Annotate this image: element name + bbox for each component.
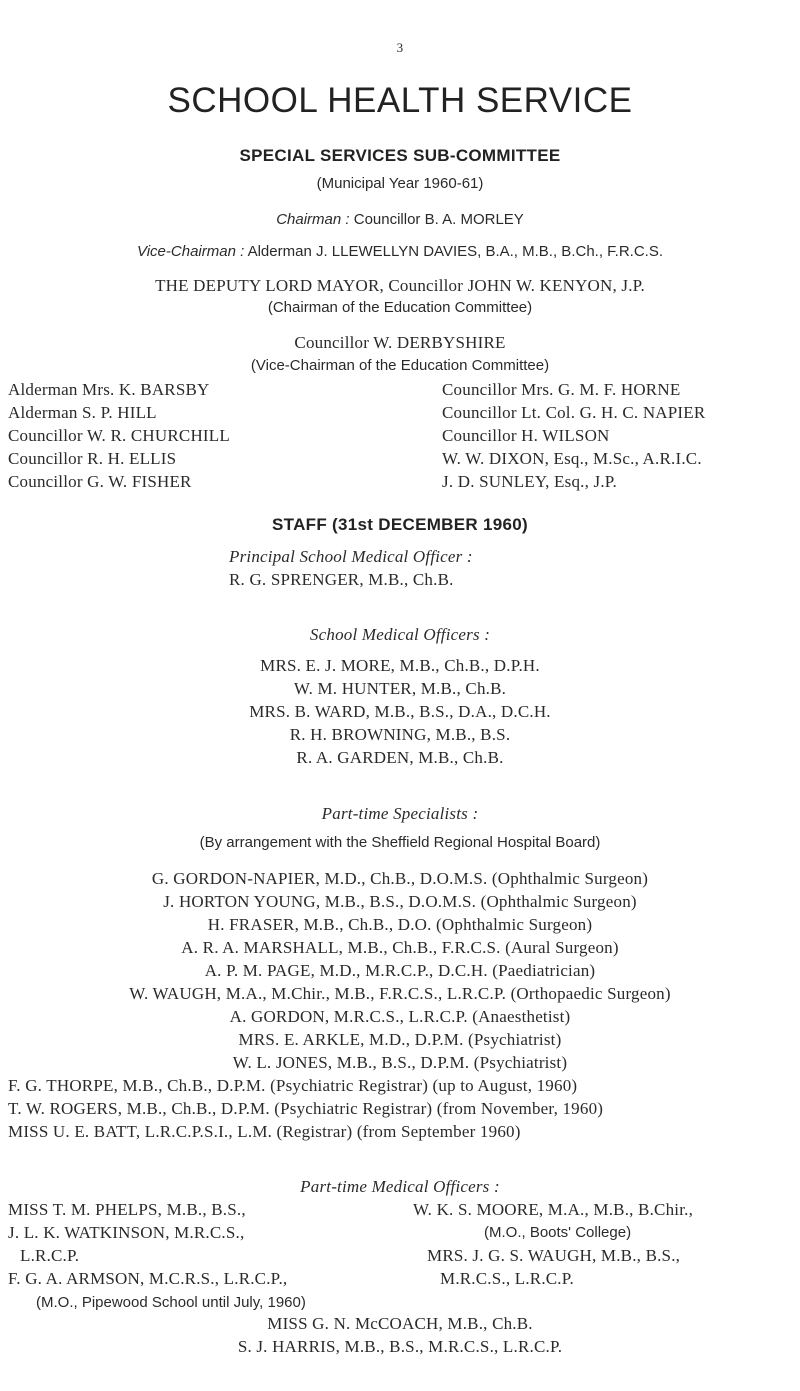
smo-item: R. H. BROWNING, M.B., B.S. — [289, 725, 511, 744]
smo-item: MRS. B. WARD, M.B., B.S., D.A., D.C.H. — [249, 702, 551, 721]
page-number: 3 — [396, 40, 404, 55]
member: W. W. DIXON, Esq., M.Sc., A.R.I.C. — [442, 449, 702, 468]
member: Councillor Lt. Col. G. H. C. NAPIER — [442, 403, 706, 422]
municipal-year: (Municipal Year 1960-61) — [316, 175, 484, 192]
chairman-label: Chairman : — [276, 211, 350, 228]
specialist-item: H. FRASER, M.B., Ch.B., D.O. (Ophthalmic Surgeon) — [207, 915, 593, 934]
chairman-name: Councillor B. A. MORLEY — [353, 211, 524, 228]
staff-heading: STAFF (31st DECEMBER 1960) — [272, 515, 528, 534]
specialist-item: T. W. ROGERS, M.B., Ch.B., D.P.M. (Psychiatric Registrar) (from November, 1960) — [8, 1099, 604, 1118]
pt-officer: MISS T. M. PHELPS, M.B., B.S., — [8, 1200, 246, 1219]
member: Councillor Mrs. G. M. F. HORNE — [442, 380, 681, 399]
pt-officer: W. K. S. MOORE, M.A., M.B., B.Chir., — [413, 1200, 694, 1219]
pt-officer: J. L. K. WATKINSON, M.R.C.S., — [8, 1223, 245, 1242]
pt-medical-label: Part-time Medical Officers : — [300, 1177, 500, 1196]
pt-officer: MRS. J. G. S. WAUGH, M.B., B.S., — [427, 1246, 681, 1265]
specialist-item: W. L. JONES, M.B., B.S., D.P.M. (Psychiatrist) — [232, 1053, 568, 1072]
specialist-item: G. GORDON-NAPIER, M.D., Ch.B., D.O.M.S. (Ophthalmic Surgeon) — [151, 869, 649, 888]
specialist-item: MRS. E. ARKLE, M.D., D.P.M. (Psychiatrist) — [238, 1030, 562, 1049]
member: Alderman Mrs. K. BARSBY — [8, 380, 210, 399]
pt-officer-note: (M.O., Boots' College) — [484, 1224, 632, 1241]
smo-item: R. A. GARDEN, M.B., Ch.B. — [296, 748, 504, 767]
pt-officer: MISS G. N. McCOACH, M.B., Ch.B. — [267, 1314, 533, 1333]
smo-item: MRS. E. J. MORE, M.B., Ch.B., D.P.H. — [260, 656, 540, 675]
member: J. D. SUNLEY, Esq., J.P. — [442, 472, 617, 491]
smo-item: W. M. HUNTER, M.B., Ch.B. — [293, 679, 507, 698]
specialist-item: MISS U. E. BATT, L.R.C.P.S.I., L.M. (Registrar) (from September 1960) — [8, 1122, 521, 1141]
member: Alderman S. P. HILL — [8, 403, 157, 422]
specialist-item: A. R. A. MARSHALL, M.B., Ch.B., F.R.C.S. (Aural Surgeon) — [181, 938, 619, 957]
pt-officer: M.R.C.S., L.R.C.P. — [440, 1269, 574, 1288]
member: Councillor H. WILSON — [442, 426, 610, 445]
specialist-item: F. G. THORPE, M.B., Ch.B., D.P.M. (Psychiatric Registrar) (up to August, 1960) — [8, 1076, 578, 1095]
committee-heading: SPECIAL SERVICES SUB-COMMITTEE — [239, 146, 561, 165]
smo-label: School Medical Officers : — [309, 625, 491, 644]
pt-officer: L.R.C.P. — [20, 1246, 80, 1265]
pt-officer: S. J. HARRIS, M.B., B.S., M.R.C.S., L.R.C.P. — [237, 1337, 563, 1356]
vice-chairman-line — [0, 243, 800, 260]
specialists-note: (By arrangement with the Sheffield Regional Hospital Board) — [199, 834, 601, 851]
specialists-label: Part-time Specialists : — [321, 804, 479, 823]
vice-chairman-label: Vice-Chairman : — [136, 243, 245, 260]
derbyshire-note: (Vice-Chairman of the Education Committee) — [250, 357, 550, 374]
principal-name: R. G. SPRENGER, M.B., Ch.B. — [229, 570, 454, 589]
chairman-line — [0, 211, 800, 228]
member: Councillor W. R. CHURCHILL — [8, 426, 230, 445]
specialist-item: A. P. M. PAGE, M.D., M.R.C.P., D.C.H. (Paediatrician) — [204, 961, 596, 980]
specialist-item: W. WAUGH, M.A., M.Chir., M.B., F.R.C.S., L.R.C.P. (Orthopaedic Surgeon) — [129, 984, 671, 1003]
member: Councillor R. H. ELLIS — [8, 449, 177, 468]
deputy-note: (Chairman of the Education Committee) — [267, 299, 533, 316]
deputy-lord-mayor: THE DEPUTY LORD MAYOR, Councillor JOHN W. KENYON, J.P. — [155, 276, 645, 295]
pt-officer: F. G. A. ARMSON, M.C.R.S., L.R.C.P., — [8, 1269, 288, 1288]
vice-chairman-name: Alderman J. LLEWELLYN DAVIES, B.A., M.B., B.Ch., F.R.C.S. — [247, 243, 664, 260]
principal-label: Principal School Medical Officer : — [229, 547, 473, 566]
specialist-item: J. HORTON YOUNG, M.B., B.S., D.O.M.S. (Ophthalmic Surgeon) — [163, 892, 637, 911]
member: Councillor G. W. FISHER — [8, 472, 192, 491]
specialist-item: A. GORDON, M.R.C.S., L.R.C.P. (Anaesthetist) — [229, 1007, 571, 1026]
page-title: SCHOOL HEALTH SERVICE — [167, 81, 633, 120]
pt-officer-note: (M.O., Pipewood School until July, 1960) — [36, 1294, 306, 1311]
derbyshire-line: Councillor W. DERBYSHIRE — [294, 333, 506, 352]
